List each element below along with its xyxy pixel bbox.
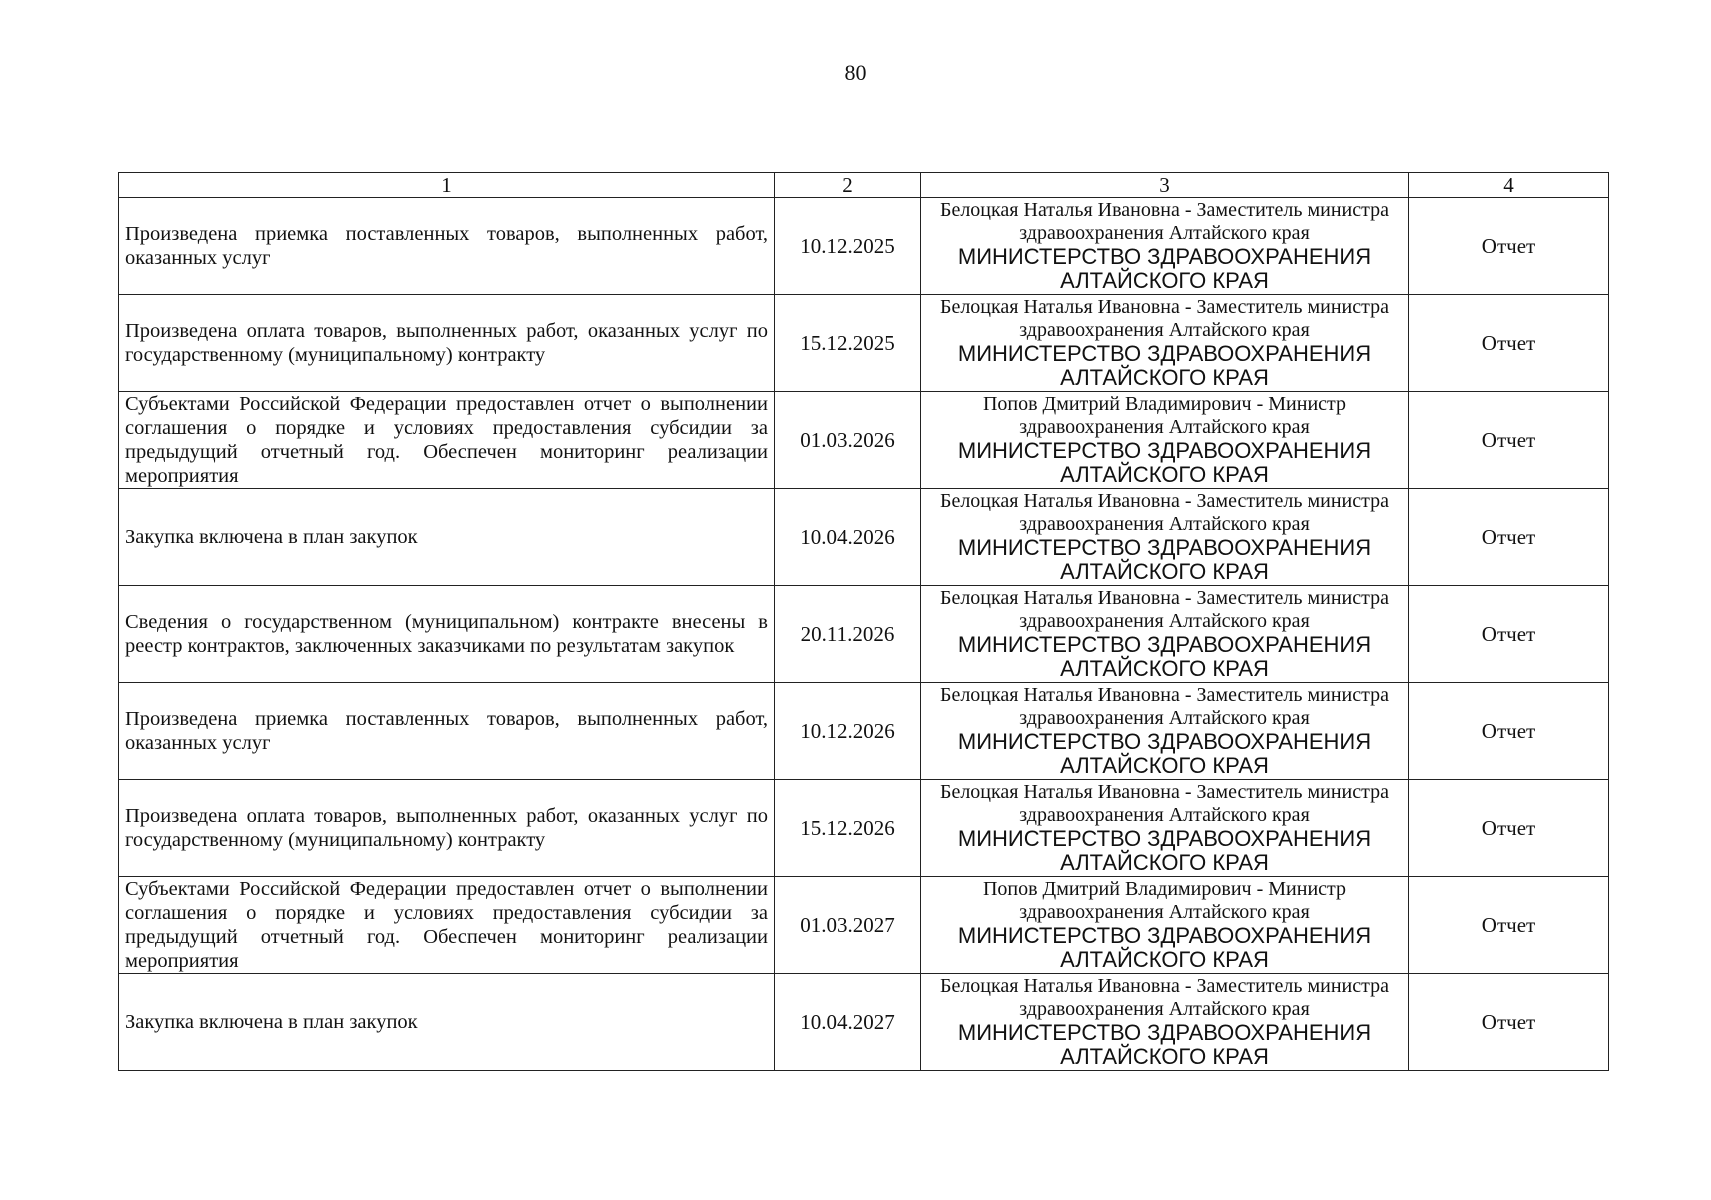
control-points-table xyxy=(118,172,1609,1071)
date-cell: 20.11.2026 xyxy=(775,586,921,683)
date-cell: 10.12.2026 xyxy=(775,683,921,780)
responsible-person: Попов Дмитрий Владимирович - Министр здравоохранения Алтайского края xyxy=(982,878,1347,923)
table-row xyxy=(119,586,1609,683)
event-cell: Субъектами Российской Федерации предоставлен отчет о выполнении соглашения о порядке и условиях предоставления субсидии за предыдущий отчетный год. Обеспечен мониторинг реализации мероприятия xyxy=(119,392,775,489)
document-cell: Отчет xyxy=(1409,392,1609,489)
responsible-organization: МИНИСТЕРСТВО ЗДРАВООХРАНЕНИЯ АЛТАЙСКОГО КРАЯ xyxy=(957,535,1372,584)
responsible-organization: МИНИСТЕРСТВО ЗДРАВООХРАНЕНИЯ АЛТАЙСКОГО КРАЯ xyxy=(957,729,1372,778)
table-row xyxy=(119,489,1609,586)
document-cell: Отчет xyxy=(1409,295,1609,392)
responsible-cell xyxy=(921,683,1409,780)
responsible-person: Белоцкая Наталья Ивановна - Заместитель министра здравоохранения Алтайского края xyxy=(939,975,1390,1020)
responsible-person: Белоцкая Наталья Ивановна - Заместитель министра здравоохранения Алтайского края xyxy=(939,587,1390,632)
responsible-person: Белоцкая Наталья Ивановна - Заместитель министра здравоохранения Алтайского края xyxy=(939,199,1390,244)
document-cell: Отчет xyxy=(1409,780,1609,877)
event-cell: Произведена оплата товаров, выполненных работ, оказанных услуг по государственному (муниципальному) контракту xyxy=(119,780,775,877)
page-number: 80 xyxy=(844,60,867,85)
table-row xyxy=(119,877,1609,974)
date-cell: 10.04.2026 xyxy=(775,489,921,586)
responsible-person: Попов Дмитрий Владимирович - Министр здравоохранения Алтайского края xyxy=(982,393,1347,438)
event-cell: Произведена приемка поставленных товаров, выполненных работ, оказанных услуг xyxy=(119,198,775,295)
header-col-2: 2 xyxy=(775,173,921,198)
date-cell: 15.12.2025 xyxy=(775,295,921,392)
header-col-1: 1 xyxy=(119,173,775,198)
table-row xyxy=(119,974,1609,1071)
document-cell: Отчет xyxy=(1409,683,1609,780)
table-row xyxy=(119,392,1609,489)
responsible-cell xyxy=(921,392,1409,489)
table-body xyxy=(119,198,1609,1071)
responsible-organization: МИНИСТЕРСТВО ЗДРАВООХРАНЕНИЯ АЛТАЙСКОГО КРАЯ xyxy=(957,244,1372,293)
document-cell: Отчет xyxy=(1409,877,1609,974)
table-header-row xyxy=(119,173,1609,198)
document-cell: Отчет xyxy=(1409,586,1609,683)
table-row xyxy=(119,780,1609,877)
responsible-person: Белоцкая Наталья Ивановна - Заместитель министра здравоохранения Алтайского края xyxy=(939,490,1390,535)
responsible-person: Белоцкая Наталья Ивановна - Заместитель министра здравоохранения Алтайского края xyxy=(939,684,1390,729)
responsible-cell xyxy=(921,295,1409,392)
responsible-organization: МИНИСТЕРСТВО ЗДРАВООХРАНЕНИЯ АЛТАЙСКОГО КРАЯ xyxy=(957,632,1372,681)
date-cell: 15.12.2026 xyxy=(775,780,921,877)
table-header xyxy=(119,173,1609,198)
event-cell: Субъектами Российской Федерации предоставлен отчет о выполнении соглашения о порядке и условиях предоставления субсидии за предыдущий отчетный год. Обеспечен мониторинг реализации мероприятия xyxy=(119,877,775,974)
responsible-cell xyxy=(921,198,1409,295)
table-row xyxy=(119,683,1609,780)
event-cell: Закупка включена в план закупок xyxy=(119,489,775,586)
document-cell: Отчет xyxy=(1409,974,1609,1071)
header-col-3: 3 xyxy=(921,173,1409,198)
responsible-organization: МИНИСТЕРСТВО ЗДРАВООХРАНЕНИЯ АЛТАЙСКОГО КРАЯ xyxy=(957,923,1372,972)
responsible-organization: МИНИСТЕРСТВО ЗДРАВООХРАНЕНИЯ АЛТАЙСКОГО КРАЯ xyxy=(957,1020,1372,1069)
date-cell: 01.03.2027 xyxy=(775,877,921,974)
responsible-person: Белоцкая Наталья Ивановна - Заместитель министра здравоохранения Алтайского края xyxy=(939,296,1390,341)
date-cell: 01.03.2026 xyxy=(775,392,921,489)
responsible-cell xyxy=(921,974,1409,1071)
event-cell: Закупка включена в план закупок xyxy=(119,974,775,1071)
header-col-4: 4 xyxy=(1409,173,1609,198)
event-cell: Произведена приемка поставленных товаров, выполненных работ, оказанных услуг xyxy=(119,683,775,780)
document-cell: Отчет xyxy=(1409,489,1609,586)
responsible-cell xyxy=(921,780,1409,877)
responsible-organization: МИНИСТЕРСТВО ЗДРАВООХРАНЕНИЯ АЛТАЙСКОГО КРАЯ xyxy=(957,341,1372,390)
event-cell: Произведена оплата товаров, выполненных работ, оказанных услуг по государственному (муниципальному) контракту xyxy=(119,295,775,392)
table-row xyxy=(119,198,1609,295)
document-cell: Отчет xyxy=(1409,198,1609,295)
responsible-cell xyxy=(921,489,1409,586)
event-cell: Сведения о государственном (муниципальном) контракте внесены в реестр контрактов, заключенных заказчиками по результатам закупок xyxy=(119,586,775,683)
date-cell: 10.04.2027 xyxy=(775,974,921,1071)
responsible-organization: МИНИСТЕРСТВО ЗДРАВООХРАНЕНИЯ АЛТАЙСКОГО КРАЯ xyxy=(957,438,1372,487)
responsible-cell xyxy=(921,586,1409,683)
responsible-organization: МИНИСТЕРСТВО ЗДРАВООХРАНЕНИЯ АЛТАЙСКОГО КРАЯ xyxy=(957,826,1372,875)
responsible-person: Белоцкая Наталья Ивановна - Заместитель министра здравоохранения Алтайского края xyxy=(939,781,1390,826)
date-cell: 10.12.2025 xyxy=(775,198,921,295)
responsible-cell xyxy=(921,877,1409,974)
table-row xyxy=(119,295,1609,392)
